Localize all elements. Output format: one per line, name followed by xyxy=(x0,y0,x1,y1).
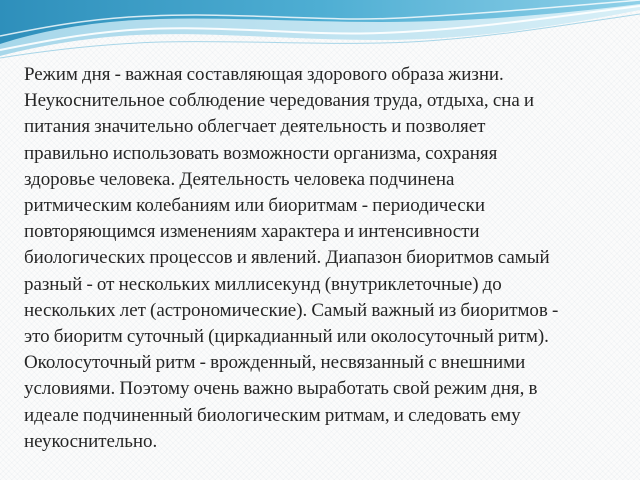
text-line: Режим дня - важная составляющая здорового образа жизни. xyxy=(24,64,504,85)
text-line: идеале подчиненный биологическим ритмам, и следовать ему xyxy=(24,404,521,426)
text-line: здоровье человека. Деятельность человека подчинена xyxy=(24,168,455,190)
text-line: питания значительно облегчает деятельность и позволяет xyxy=(24,116,486,138)
body-text-paragraph xyxy=(24,62,628,455)
text-line: Неукоснительное соблюдение чередования труда, отдыха, сна и xyxy=(24,90,535,112)
text-line: биологических процессов и явлений. Диапазон биоритмов самый xyxy=(24,247,550,269)
text-line: нескольких лет (астрономические). Самый важный из биоритмов - xyxy=(24,299,559,321)
text-line: правильно использовать возможности организма, сохраняя xyxy=(24,142,498,164)
text-line: это биоритм суточный (циркадианный или околосуточный ритм). xyxy=(24,326,549,348)
text-line: неукоснительно. xyxy=(24,430,158,452)
wave-header-decoration xyxy=(0,0,640,70)
text-line: разный - от нескольких миллисекунд (внутриклеточные) до xyxy=(24,273,502,295)
text-line: Околосуточный ритм - врожденный, несвязанный с внешними xyxy=(24,352,526,374)
text-line: условиями. Поэтому очень важно выработать свой режим дня, в xyxy=(24,378,538,400)
text-line: ритмическим колебаниям или биоритмам - периодически xyxy=(24,195,485,217)
text-line: повторяющимся изменениям характера и интенсивности xyxy=(24,221,480,243)
